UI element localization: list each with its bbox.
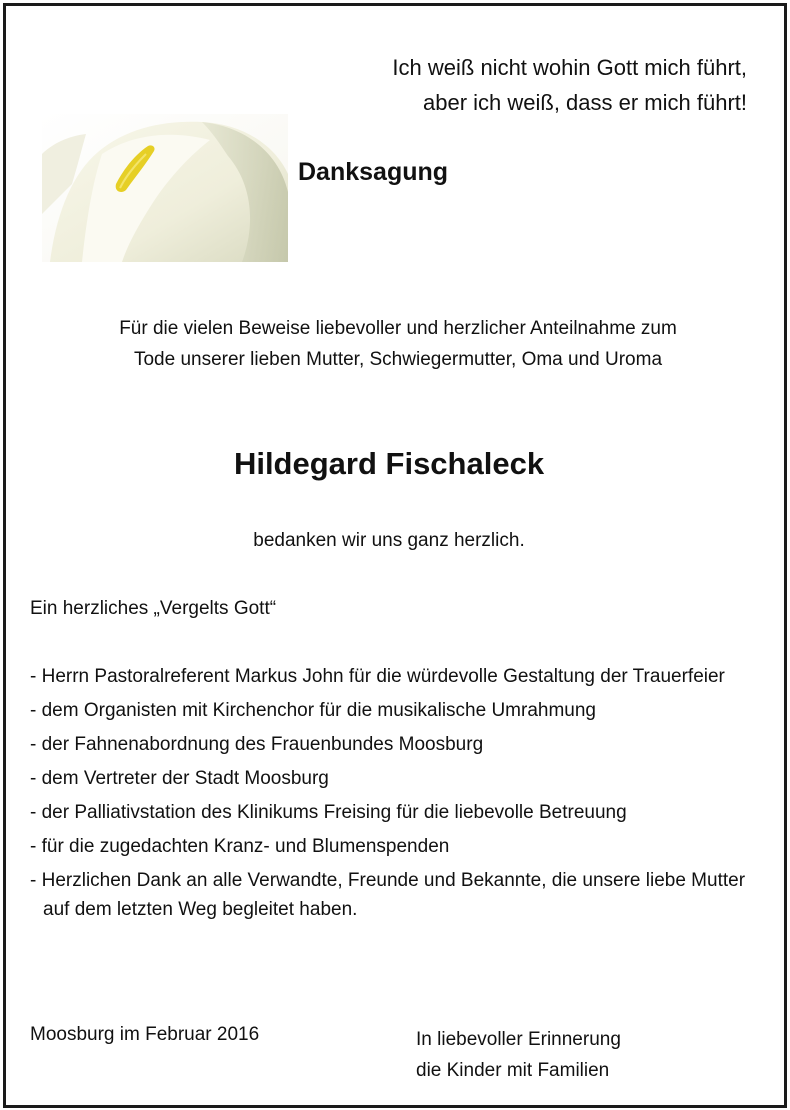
intro-line-1: Für die vielen Beweise liebevoller und herzlicher Anteilnahme zum [119, 318, 677, 339]
vergelts-line: Ein herzliches „Vergelts Gott“ [30, 598, 277, 619]
bible-quote [392, 50, 747, 120]
list-item: - Herzlichen Dank an alle Verwandte, Freunde und Bekannte, die unsere liebe Mutter auf dem letzten Weg begleitet haben. [30, 870, 746, 920]
acknowledgement-list [30, 662, 770, 929]
notice-frame [3, 3, 787, 1108]
intro-line-2: Tode unserer lieben Mutter, Schwiegermutter, Oma und Uroma [133, 349, 663, 370]
quote-line-1: Ich weiß nicht wohin Gott mich führt, [392, 55, 747, 80]
calla-lily-icon [42, 114, 288, 262]
list-item: - dem Organisten mit Kirchenchor für die musikalische Umrahmung [30, 700, 596, 721]
list-item: - dem Vertreter der Stadt Moosburg [30, 768, 329, 789]
place-date: Moosburg im Februar 2016 [30, 1024, 260, 1045]
quote-line-2: aber ich weiß, dass er mich führt! [422, 90, 747, 115]
deceased-name: Hildegard Fischaleck [233, 446, 545, 481]
closing-line-2: die Kinder mit Familien [416, 1060, 610, 1081]
list-item: - der Palliativstation des Klinikums Freising für die liebevolle Betreuung [30, 802, 627, 823]
list-item: - für die zugedachten Kranz- und Blumenspenden [30, 836, 450, 857]
thanks-line: bedanken wir uns ganz herzlich. [253, 530, 525, 551]
list-item: - der Fahnenabordnung des Frauenbundes Moosburg [30, 734, 484, 755]
page-title: Danksagung [298, 158, 449, 186]
list-item: - Herrn Pastoralreferent Markus John für die würdevolle Gestaltung der Trauerfeier [30, 666, 725, 687]
signature-block [416, 1024, 621, 1086]
intro-text [6, 313, 790, 375]
closing-line-1: In liebevoller Erinnerung [416, 1029, 621, 1050]
